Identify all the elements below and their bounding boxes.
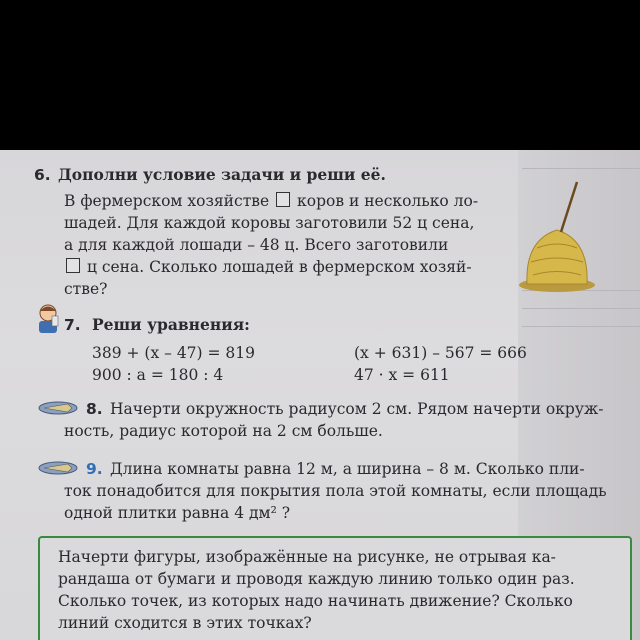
task6-text-line [64,190,478,212]
equation-3: 900 : a = 180 : 4 [92,366,224,384]
box-task-line4: линий сходится в этих точках? [58,614,312,632]
task6-number: 6. [34,166,51,184]
divider [522,168,640,169]
task9-line3: одной плитки равна 4 дм² ? [64,504,291,522]
task9-line1: Длина комнаты равна 12 м, а ширина – 8 м. Сколько пли- [110,460,585,478]
divider [522,308,640,309]
thinking-boy-icon [34,302,62,334]
task7-number: 7. [64,316,81,334]
task6-line3: а для каждой лошади – 48 ц. Всего заготовили [64,236,449,254]
blank-box [276,192,290,207]
task9-line2: ток понадобится для покрытия пола этой комнаты, если площадь [64,482,607,500]
task6-line1b: коров и несколько ло- [297,192,479,210]
task6-line5: стве? [64,280,108,298]
pencil-icon [38,400,78,416]
haystack-illustration [515,180,595,295]
box-task-line2: рандаша от бумаги и проводя каждую линию только один раз. [58,570,575,588]
equation-4: 47 · x = 611 [354,366,450,384]
textbook-page [0,150,640,640]
equation-2: (x + 631) – 567 = 666 [354,344,527,362]
divider [522,326,640,327]
task7-title: Реши уравнения: [92,315,250,334]
box-task-line1: Начерти фигуры, изображённые на рисунке, не отрывая ка- [58,548,556,566]
task6-line1a: В фермерском хозяйстве [64,192,270,210]
task6-line4b: ц сена. Сколько лошадей в фермерском хозяй- [86,258,472,276]
box-task-line3: Сколько точек, из которых надо начинать движение? Сколько [58,592,573,610]
task8-number: 8. [86,400,103,418]
task6-line2: шадей. Для каждой коровы заготовили 52 ц сена, [64,214,475,232]
equation-1: 389 + (x – 47) = 819 [92,344,256,362]
pencil-icon [38,460,78,476]
blank-box [66,258,80,273]
task8-line2: ность, радиус которой на 2 см больше. [64,422,383,440]
task9-number: 9. [86,460,103,478]
task6-text-line [64,256,472,278]
task8-line1: Начерти окружность радиусом 2 см. Рядом начерти окруж- [110,400,604,418]
task6-title: Дополни условие задачи и реши её. [58,165,386,184]
